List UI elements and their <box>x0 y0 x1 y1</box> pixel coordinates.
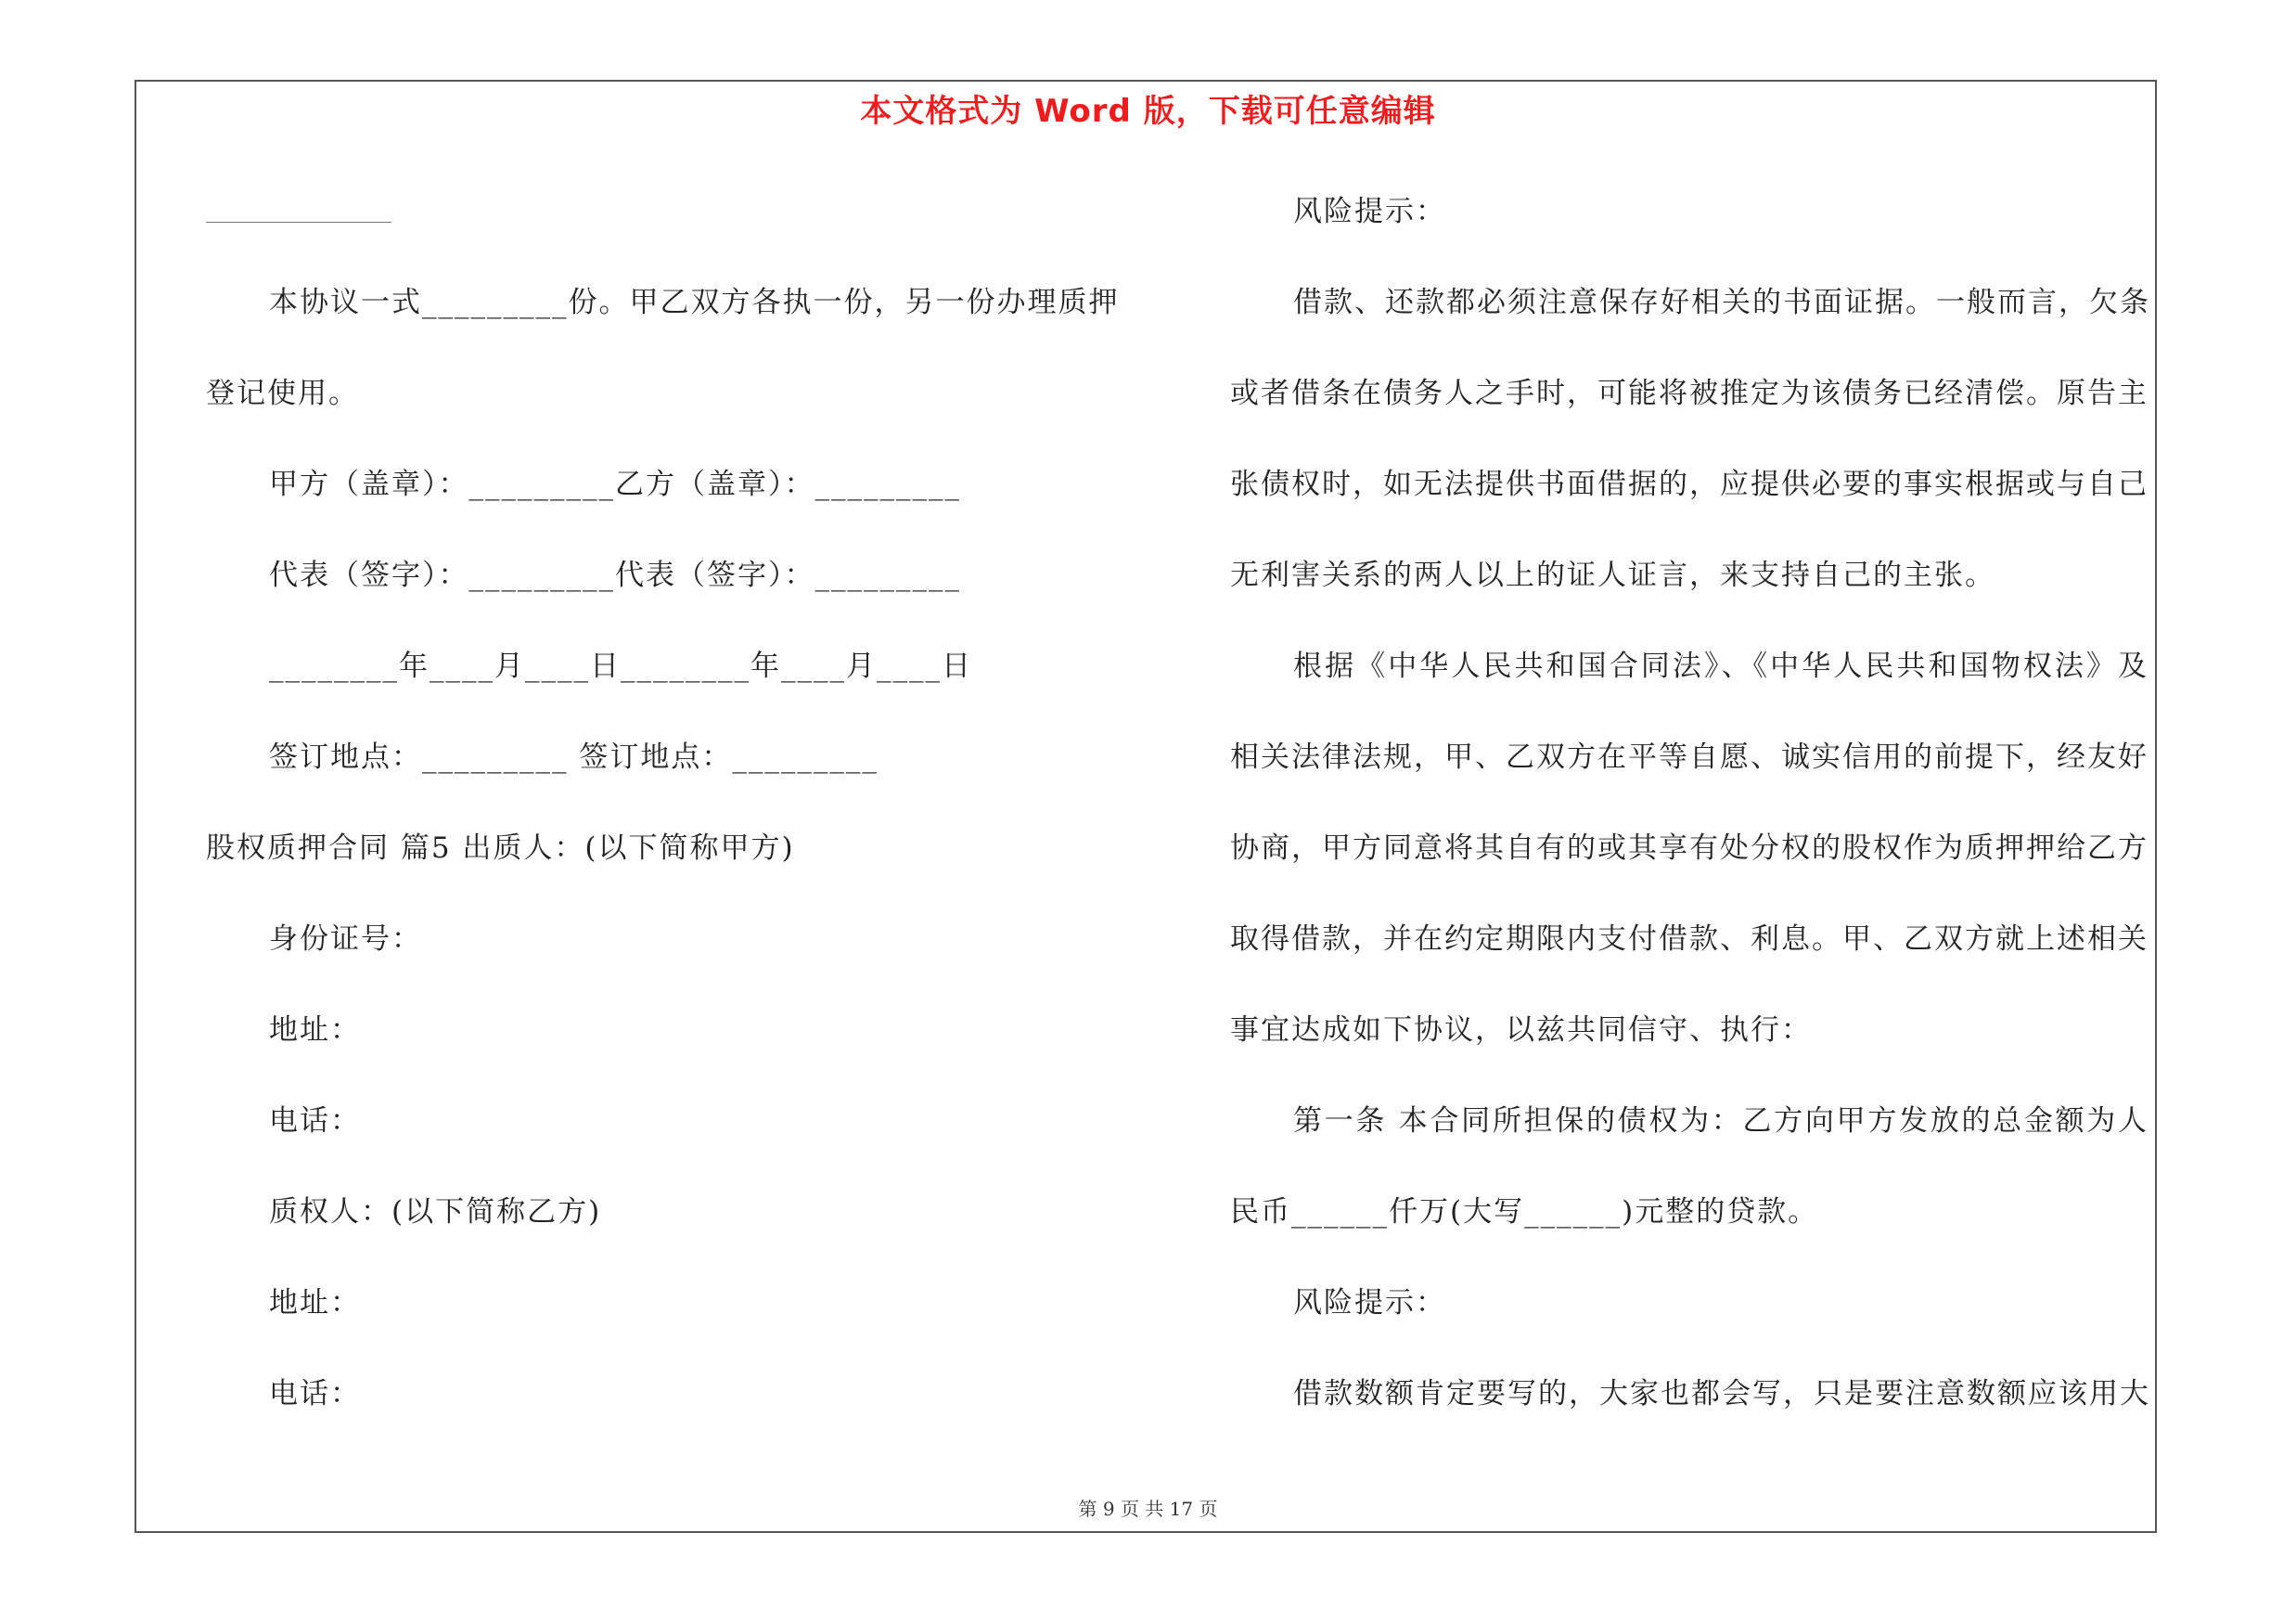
signing-place-line: 签订地点：_________ 签订地点：_________ <box>269 741 879 774</box>
paragraph-line: 登记使用。 <box>206 377 359 410</box>
paragraph-line: 或者借条在债务人之手时，可能将被推定为该债务已经清偿。原告主 <box>1230 377 2148 410</box>
representative-sign-line: 代表（签字）：_________代表（签字）：_________ <box>269 559 961 592</box>
paragraph-line: 民币______仟万(大写______)元整的贷款。 <box>1230 1195 1819 1229</box>
pledgee-label: 质权人：(以下简称乙方) <box>269 1195 602 1229</box>
paragraph-line: 借款、还款都必须注意保存好相关的书面证据。一般而言，欠条 <box>1293 286 2150 319</box>
left-column <box>206 184 1143 1457</box>
paragraph-line: 取得借款，并在约定期限内支付借款、利息。甲、乙双方就上述相关 <box>1230 922 2148 956</box>
paragraph-line: 相关法律法规，甲、乙双方在平等自愿、诚实信用的前提下，经友好 <box>1230 741 2148 774</box>
paragraph-line: 借款数额肯定要写的，大家也都会写，只是要注意数额应该用大 <box>1293 1377 2150 1410</box>
paragraph-line: 协商，甲方同意将其自有的或其享有处分权的股权作为质押押给乙方 <box>1230 831 2148 865</box>
word-format-banner: 本文格式为 Word 版，下载可任意编辑 <box>860 93 1436 130</box>
paragraph-line: 无利害关系的两人以上的证人证言，来支持自己的主张。 <box>1230 559 1995 592</box>
id-number-label: 身份证号： <box>269 922 422 956</box>
paragraph-line: 本协议一式_________份。甲乙双方各执一份，另一份办理质押 <box>269 286 1120 319</box>
section-heading: 股权质押合同 篇5 出质人：(以下简称甲方) <box>206 831 795 865</box>
paragraph-line: 张债权时，如无法提供书面借据的，应提供必要的事实根据或与自己 <box>1230 468 2148 501</box>
date-line: ________年____月____日________年____月____日 <box>269 650 972 683</box>
address-label: 地址： <box>269 1286 361 1320</box>
address-label: 地址： <box>269 1013 361 1047</box>
paragraph-line: 事宜达成如下协议，以兹共同信守、执行： <box>1230 1013 1812 1047</box>
paragraph-line: 根据《中华人民共和国合同法》、《中华人民共和国物权法》及 <box>1293 650 2148 683</box>
signature-blank-line <box>206 184 1143 275</box>
phone-label: 电话： <box>269 1104 361 1138</box>
page-number-footer: 第 9 页 共 17 页 <box>1078 1498 1218 1520</box>
risk-heading: 风险提示： <box>1293 195 1446 228</box>
party-seal-line: 甲方（盖章）：_________乙方（盖章）：_________ <box>269 468 961 501</box>
right-column <box>1230 184 2148 1457</box>
article-one-line: 第一条 本合同所担保的债权为：乙方向甲方发放的总金额为人 <box>1293 1104 2148 1138</box>
blank-underline <box>206 203 391 223</box>
risk-heading: 风险提示： <box>1293 1286 1446 1320</box>
phone-label: 电话： <box>269 1377 361 1410</box>
